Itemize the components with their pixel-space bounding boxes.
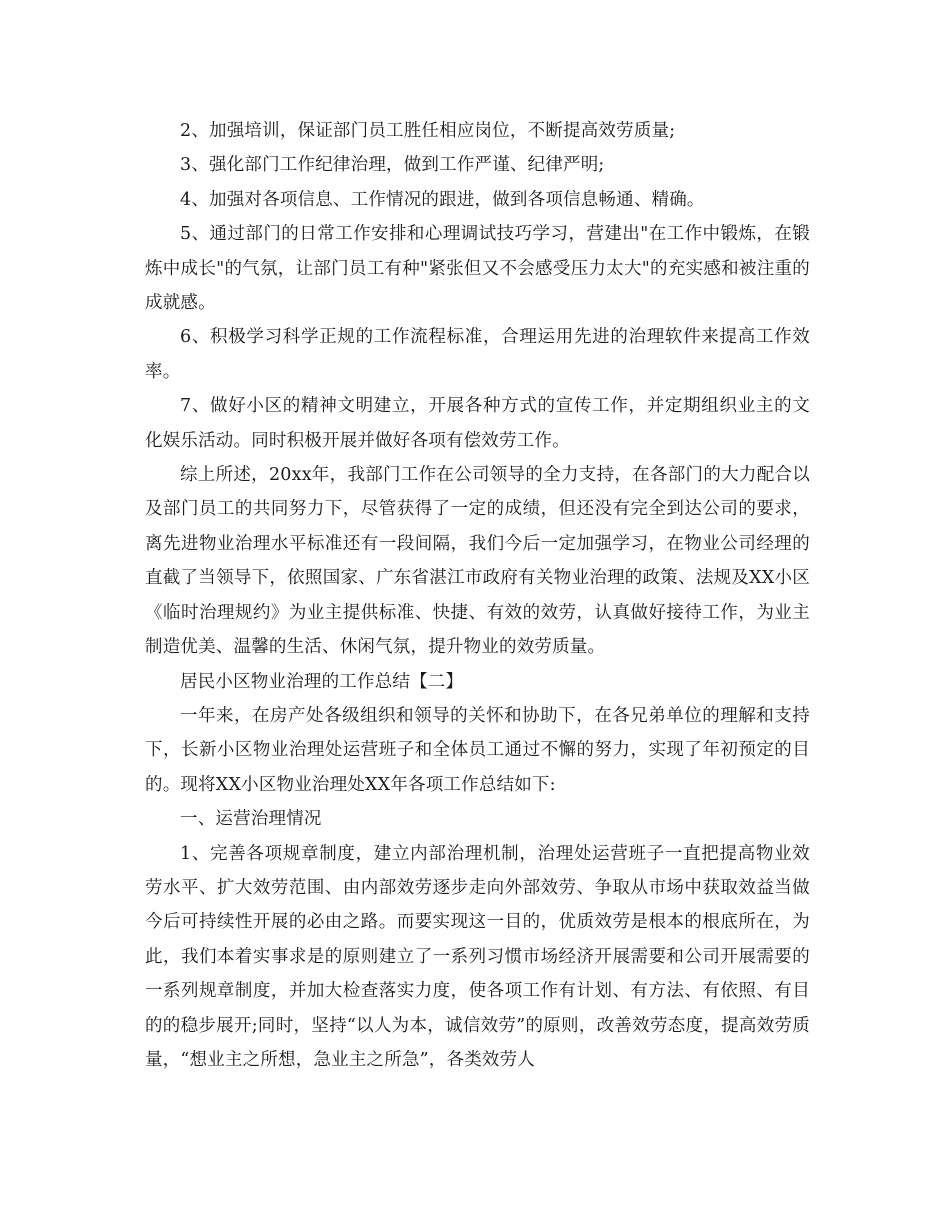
operations-paragraph-1: 1、完善各项规章制度，建立内部治理机制，治理处运营班子一直把提高物业效劳水平、扩大效劳范围、由内部效劳逐步走向外部效劳、争取从市场中获取效益当做今后可持续性开展的必由之路。而要实现这一目的，优质效劳是根本的根底所在，为此，我们本着实事求是的原则建立了一系列习惯市场经济开展需要和公司开展需要的一系列规章制度，并加大检查落实力度，使各项工作有计划、有方法、有依照、有目的的稳步展开;同时，坚持“以人为本，诚信效劳”的原则，改善效劳态度，提高效劳质量，“想业主之所想，急业主之所急”，各类效劳人 (145, 843, 810, 1070)
paragraph-item-6: 6、积极学习科学正规的工作流程标准，合理运用先进的治理软件来提高工作效率。 (145, 327, 810, 382)
paragraph-item-5: 5、通过部门的日常工作安排和心理调试技巧学习，营建出"在工作中锻炼，在锻炼中成长"的气氛，让部门员工有种"紧张但又不会感受压力太大"的充实感和被注重的成就感。 (145, 224, 810, 314)
paragraph-item-4: 4、加强对各项信息、工作情况的跟进，做到各项信息畅通、精确。 (180, 189, 705, 210)
paragraph-item-2: 2、加强培训，保证部门员工胜任相应岗位，不断提高效劳质量; (180, 121, 676, 141)
summary-paragraph: 综上所述，20xx年，我部门工作在公司领导的全力支持，在各部门的大力配合以及部门员工的共同努力下，尽管获得了一定的成绩，但还没有完全到达公司的要求，离先进物业治理水平标准还有一段间隔，我们今后一定加强学习，在物业公司经理的直截了当领导下，依照国家、广东省湛江市政府有关物业治理的政策、法规及XX小区《临时治理规约》为业主提供标准、快捷、有效的效劳，认真做好接待工作，为业主制造优美、温馨的生活、休闲气氛，提升物业的效劳质量。 (145, 465, 810, 658)
paragraph-item-3: 3、强化部门工作纪律治理，做到工作严谨、纪律严明; (180, 155, 605, 176)
document-body (145, 114, 810, 1077)
section-heading-operations: 一、运营治理情况 (180, 809, 322, 830)
paragraph-item-7: 7、做好小区的精神文明建立，开展各种方式的宣传工作，并定期组织业主的文化娱乐活动。同时积极开展并做好各项有偿效劳工作。 (145, 396, 810, 451)
intro-paragraph: 一年来，在房产处各级组织和领导的关怀和协助下，在各兄弟单位的理解和支持下，长新小区物业治理处运营班子和全体员工通过不懈的努力，实现了年初预定的目的。现将XX小区物业治理处XX年各项工作总结如下: (145, 705, 810, 795)
section-heading-part-two: 居民小区物业治理的工作总结【二】 (180, 671, 464, 692)
